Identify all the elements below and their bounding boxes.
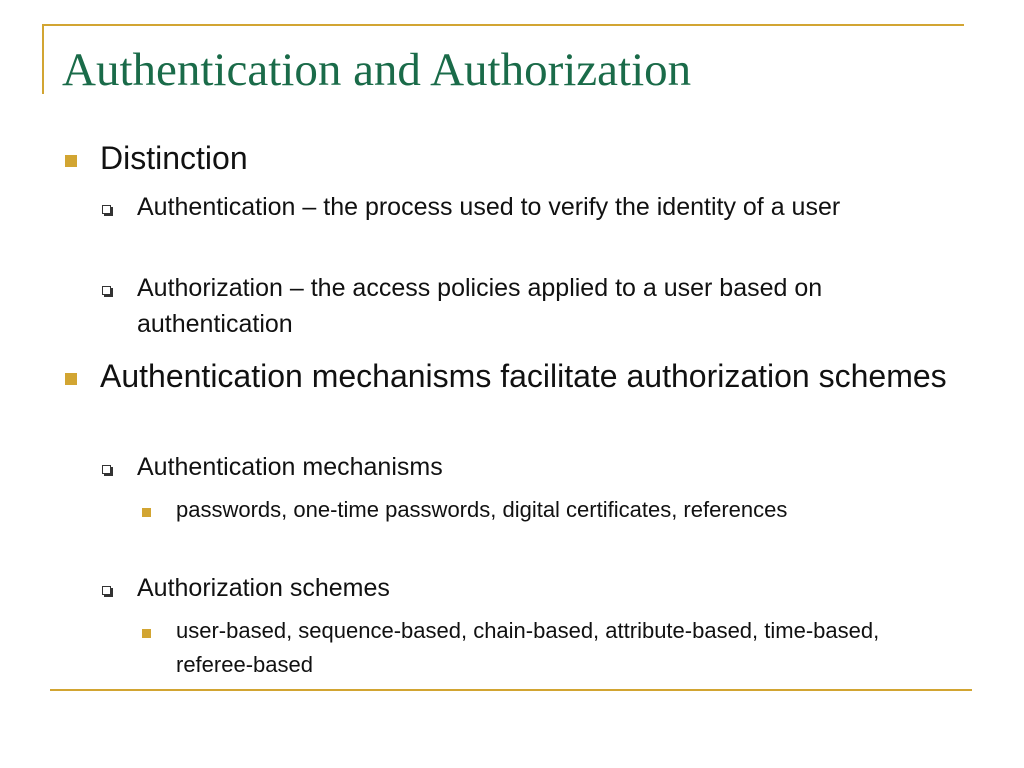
bullet-mechanisms-facilitate-schemes: Authentication mechanisms facilitate authorization schemes (100, 358, 947, 394)
bullet-authentication-definition: Authentication – the process used to verify the identity of a user (137, 193, 841, 221)
bullet-scheme-examples: user-based, sequence-based, chain-based, attribute-based, time-based, referee-based (176, 618, 880, 677)
hollow-square-bullet-icon (102, 205, 111, 214)
bullet-distinction: Distinction (100, 140, 248, 176)
filled-square-bullet-icon (142, 629, 151, 638)
filled-square-bullet-icon (142, 508, 151, 517)
bottom-rule (50, 689, 972, 691)
slide-title: Authentication and Authorization (62, 44, 692, 96)
bullet-authorization-schemes: Authorization schemes (137, 574, 390, 602)
filled-square-bullet-icon (65, 155, 77, 167)
hollow-square-bullet-icon (102, 465, 111, 474)
bullet-authorization-definition: Authorization – the access policies applied to a user based on authentication (137, 274, 823, 338)
top-rule (42, 24, 964, 26)
hollow-square-bullet-icon (102, 286, 111, 295)
left-rule (42, 24, 44, 94)
filled-square-bullet-icon (65, 373, 77, 385)
bullet-authentication-mechanisms: Authentication mechanisms (137, 453, 443, 481)
hollow-square-bullet-icon (102, 586, 111, 595)
bullet-mechanism-examples: passwords, one-time passwords, digital certificates, references (176, 497, 788, 522)
